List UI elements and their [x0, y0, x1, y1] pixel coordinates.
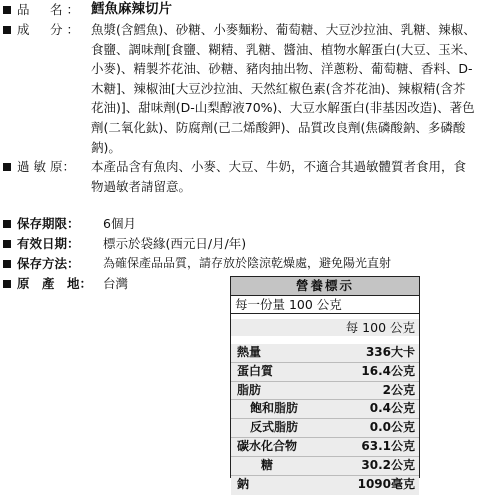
product-name-value: 鱈魚麻辣切片	[91, 1, 172, 17]
nutrition-facts-panel	[230, 276, 420, 491]
nutrient-name: 脂肪	[237, 382, 262, 397]
nutrition-rows	[231, 344, 419, 495]
nutrition-row	[231, 362, 419, 381]
nutrition-row	[231, 456, 419, 475]
ingredients-value: 魚漿(含鱈魚)、砂糖、小麥麵粉、葡萄糖、大豆沙拉油、乳糖、辣椒、食鹽、調味劑[食鹽、糊精、乳糖、醬油、植物水解蛋白(大豆、玉米、小麥)、精製芥花油、砂糖、豬肉抽出物、洋蔥粉、葡萄糖、香料、D-木糖]、辣椒油[大豆沙拉油、天然紅椒色素(含芥花油)、辣椒精(含芥花油)]、甜味劑(D-山梨醇液70%)、大豆水解蛋白(非基因改造)、著色劑(二氧化鈦)、防腐劑(己二烯酸鉀)、品質改良劑(焦磷酸鈉、多磷酸鈉)。	[91, 22, 476, 155]
nutrient-name: 鈉	[237, 476, 250, 491]
nutrient-value: 1090毫克	[357, 476, 415, 491]
nutrition-row	[231, 475, 419, 494]
nutrient-name: 蛋白質	[237, 363, 274, 378]
nutrition-row	[231, 437, 419, 456]
nutrition-row	[231, 381, 419, 400]
nutrient-value: 0.4公克	[369, 401, 415, 416]
storage-value: 為確保產品品質，請存放於陰涼乾燥處，避免陽光直射	[103, 256, 392, 270]
nutrition-title: 營養標示	[231, 277, 419, 296]
nutrition-row	[231, 344, 419, 362]
origin-value: 台灣	[103, 276, 129, 291]
nutrient-value: 336大卡	[365, 345, 415, 359]
allergen-label: 過 敏 原：	[3, 157, 75, 175]
nutrient-name: 糖	[261, 457, 274, 472]
origin-label: 原 產 地：	[3, 274, 92, 292]
serving-size: 每一份量 100 公克	[231, 296, 419, 314]
nutrition-row	[231, 418, 419, 437]
product-name-label: 品 名：	[3, 0, 83, 18]
nutrient-value: 2公克	[382, 382, 415, 397]
nutrient-value: 63.1公克	[361, 438, 415, 453]
per-amount-header: 每 100 公克	[231, 319, 419, 336]
nutrition-row	[231, 399, 419, 418]
expiry-label: 有效日期：	[3, 234, 80, 252]
nutrient-value: 0.0公克	[369, 420, 415, 435]
nutrient-value: 30.2公克	[361, 457, 415, 472]
shelf-life-label: 保存期限：	[3, 214, 80, 232]
nutrient-value: 16.4公克	[361, 363, 415, 378]
nutrient-name: 碳水化合物	[237, 438, 298, 453]
storage-label: 保存方法：	[3, 254, 80, 272]
expiry-value: 標示於袋緣(西元日/月/年)	[103, 236, 247, 251]
allergen-value: 本產品含有魚肉、小麥、大豆、牛奶，不適合其過敏體質者食用，食物過敏者請留意。	[91, 159, 467, 194]
nutrient-name: 熱量	[237, 345, 262, 359]
ingredients-label: 成 分：	[3, 20, 83, 38]
shelf-life-value: 6個月	[103, 216, 136, 231]
nutrient-name: 飽和脂肪	[250, 401, 299, 416]
nutrient-name: 反式脂肪	[250, 420, 299, 435]
